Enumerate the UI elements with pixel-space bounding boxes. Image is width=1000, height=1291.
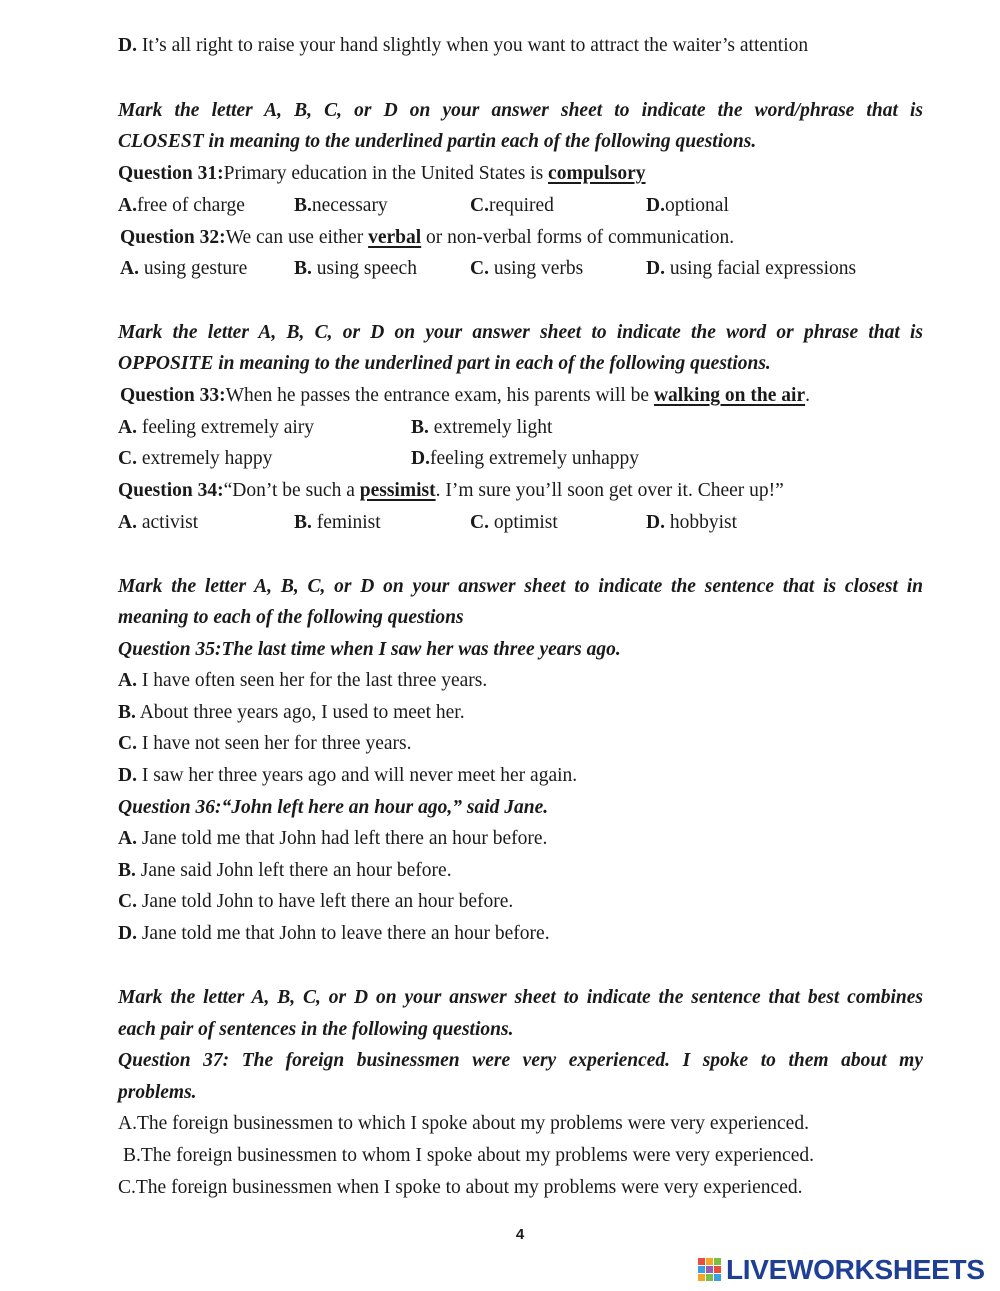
question-35: Question 35:The last time when I saw her was three years ago.: [118, 639, 621, 660]
question-34: Question 34:“Don’t be such a pessimist. I’m sure you’ll soon get over it. Cheer up!”: [118, 480, 784, 501]
option-b[interactable]: B. feminist: [294, 512, 381, 533]
option-b[interactable]: B. using speech: [294, 258, 417, 279]
option-a[interactable]: A. I have often seen her for the last three years.: [118, 670, 488, 691]
option-b[interactable]: B.The foreign businessmen to whom I spoke about my problems were very experienced.: [123, 1145, 814, 1166]
logo-grid-icon: [698, 1258, 722, 1282]
option-c[interactable]: C. extremely happy: [118, 448, 273, 469]
option-a[interactable]: A. using gesture: [120, 258, 248, 279]
option-d[interactable]: D. hobbyist: [646, 512, 738, 533]
prev-option-d: D. It’s all right to raise your hand slightly when you want to attract the waiter’s attention: [118, 35, 809, 56]
section-instruction-opposite-2: OPPOSITE in meaning to the underlined part in each of the following questions.: [118, 353, 771, 374]
option-c[interactable]: C. I have not seen her for three years.: [118, 733, 412, 754]
underlined-word: compulsory: [548, 163, 646, 184]
option-b[interactable]: B. About three years ago, I used to meet her.: [118, 702, 465, 723]
question-37-cont: problems.: [118, 1082, 197, 1103]
question-32: Question 32:We can use either verbal or non-verbal forms of communication.: [120, 227, 735, 248]
option-d[interactable]: D. using facial expressions: [646, 258, 857, 279]
question-37: Question 37: The foreign businessmen were very experienced. I spoke to them about my: [118, 1050, 923, 1071]
section-instruction-combine: Mark the letter A, B, C, or D on your answer sheet to indicate the sentence that best combines: [118, 987, 923, 1008]
section-instruction-closest-2: CLOSEST in meaning to the underlined partin each of the following questions.: [118, 131, 757, 152]
question-36: Question 36:“John left here an hour ago,” said Jane.: [118, 797, 549, 818]
option-d[interactable]: D. Jane told me that John to leave there an hour before.: [118, 923, 550, 944]
section-instruction-closest: Mark the letter A, B, C, or D on your answer sheet to indicate the word/phrase that is: [118, 100, 923, 121]
option-d[interactable]: D. I saw her three years ago and will never meet her again.: [118, 765, 578, 786]
section-instruction-sentence-closest: Mark the letter A, B, C, or D on your answer sheet to indicate the sentence that is closest in: [118, 576, 923, 597]
option-a[interactable]: A.free of charge: [118, 195, 245, 216]
option-c[interactable]: C.The foreign businessmen when I spoke to about my problems were very experienced.: [118, 1177, 803, 1198]
option-a[interactable]: A. Jane told me that John had left there an hour before.: [118, 828, 548, 849]
option-a[interactable]: A.The foreign businessmen to which I spoke about my problems were very experienced.: [118, 1113, 809, 1134]
section-instruction-combine-2: each pair of sentences in the following questions.: [118, 1019, 514, 1040]
underlined-phrase: walking on the air: [653, 385, 806, 406]
option-c[interactable]: C.required: [470, 195, 554, 216]
option-c[interactable]: C. Jane told John to have left there an hour before.: [118, 891, 514, 912]
option-d[interactable]: D.feeling extremely unhappy: [411, 448, 639, 469]
option-c[interactable]: C. optimist: [470, 512, 558, 533]
option-b[interactable]: B. extremely light: [411, 417, 553, 438]
section-instruction-sentence-closest-2: meaning to each of the following questions: [118, 607, 464, 628]
option-d[interactable]: D.optional: [646, 195, 729, 216]
option-a[interactable]: A. feeling extremely airy: [118, 417, 315, 438]
section-instruction-opposite: Mark the letter A, B, C, or D on your answer sheet to indicate the word or phrase that is: [118, 322, 923, 343]
option-a[interactable]: A. activist: [118, 512, 199, 533]
question-33: Question 33:When he passes the entrance exam, his parents will be walking on the air.: [120, 385, 810, 406]
underlined-word: verbal: [368, 227, 422, 248]
option-b[interactable]: B.necessary: [294, 195, 388, 216]
option-b[interactable]: B. Jane said John left there an hour before.: [118, 860, 452, 881]
option-c[interactable]: C. using verbs: [470, 258, 584, 279]
question-31: Question 31:Primary education in the United States is compulsory: [118, 163, 646, 184]
underlined-word: pessimist: [359, 480, 436, 501]
page-number: 4: [515, 1226, 525, 1243]
logo-text: LIVEWORKSHEETS: [726, 1254, 985, 1285]
